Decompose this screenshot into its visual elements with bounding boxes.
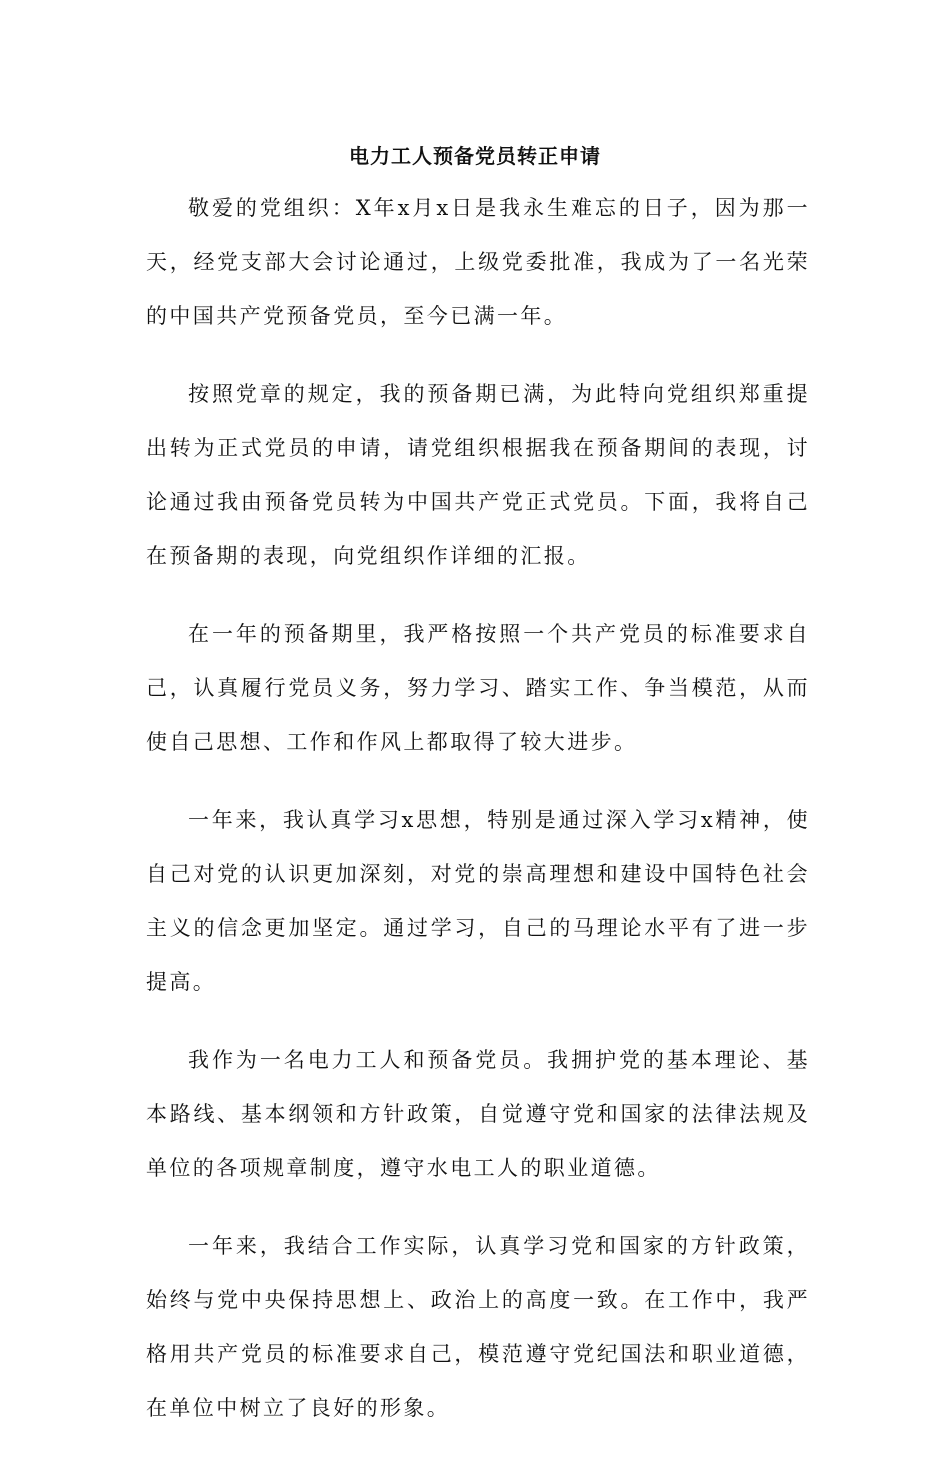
- document-body: [146, 181, 810, 1459]
- paragraph-5: 我作为一名电力工人和预备党员。我拥护党的基本理论、基本路线、基本纲领和方针政策，自觉遵守党和国家的法律法规及单位的各项规章制度，遵守水电工人的职业道德。: [146, 1048, 810, 1180]
- paragraph-1: 敬爱的党组织：X年x月x日是我永生难忘的日子，因为那一天，经党支部大会讨论通过，上级党委批准，我成为了一名光荣的中国共产党预备党员，至今已满一年。: [146, 196, 810, 328]
- document-title: 电力工人预备党员转正申请: [349, 144, 601, 168]
- paragraph-6: 一年来，我结合工作实际，认真学习党和国家的方针政策，始终与党中央保持思想上、政治上的高度一致。在工作中，我严格用共产党员的标准要求自己，模范遵守党纪国法和职业道德，在单位中树立了良好的形象。: [146, 1234, 810, 1420]
- paragraph-3: 在一年的预备期里，我严格按照一个共产党员的标准要求自己，认真履行党员义务，努力学习、踏实工作、争当模范，从而使自己思想、工作和作风上都取得了较大进步。: [146, 622, 810, 754]
- paragraph-4: 一年来，我认真学习x思想，特别是通过深入学习x精神，使自己对党的认识更加深刻，对党的崇高理想和建设中国特色社会主义的信念更加坚定。通过学习，自己的马理论水平有了进一步提高。: [146, 808, 810, 994]
- paragraph-2: 按照党章的规定，我的预备期已满，为此特向党组织郑重提出转为正式党员的申请，请党组织根据我在预备期间的表现，讨论通过我由预备党员转为中国共产党正式党员。下面，我将自己在预备期的表现，向党组织作详细的汇报。: [146, 382, 810, 568]
